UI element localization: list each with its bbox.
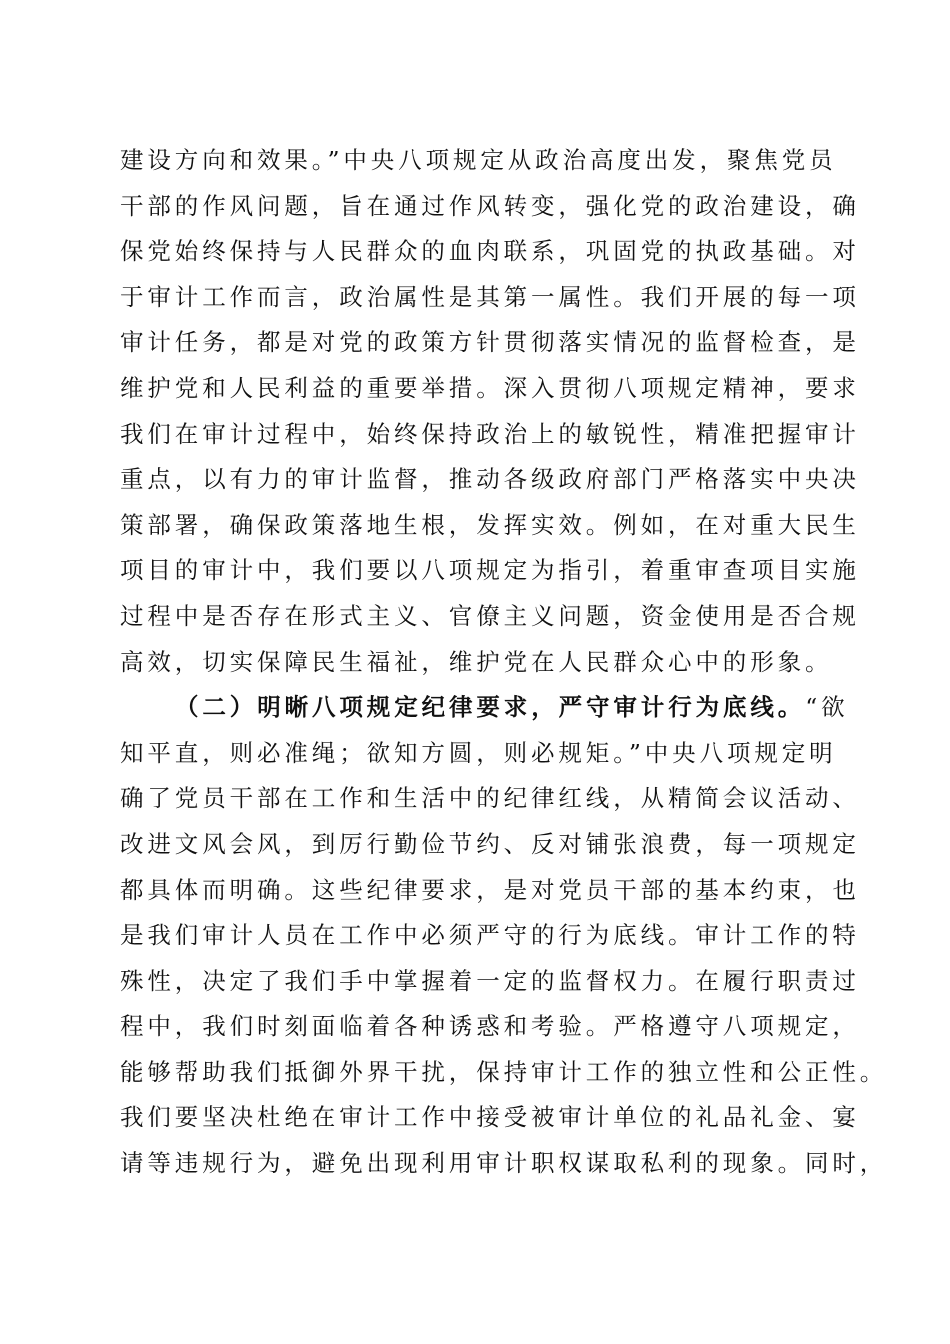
text-line: 策部署，确保政策落地生根，发挥实效。例如，在对重大民生	[120, 510, 860, 539]
text-line: 确了党员干部在工作和生活中的纪律红线，从精简会议活动、	[120, 784, 860, 813]
text-line: 于审计工作而言，政治属性是其第一属性。我们开展的每一项	[120, 282, 860, 311]
text-line: 审计任务，都是对党的政策方针贯彻落实情况的监督检查，是	[120, 328, 860, 357]
text-line: 干部的作风问题，旨在通过作风转变，强化党的政治建设，确	[120, 191, 860, 220]
paragraph-2	[120, 685, 888, 1187]
text-line: 建设方向和效果。”中央八项规定从政治高度出发，聚焦党员	[120, 146, 837, 174]
text-line: 维护党和人民利益的重要举措。深入贯彻八项规定精神，要求	[120, 373, 860, 402]
text-line: 是我们审计人员在工作中必须严守的行为底线。审计工作的特	[120, 921, 860, 950]
paragraph-2-first-line	[120, 685, 849, 731]
text-line: 重点，以有力的审计监督，推动各级政府部门严格落实中央决	[120, 465, 860, 494]
text-line: 知平直，则必准绳；欲知方圆，则必规矩。”中央八项规定明	[120, 738, 837, 767]
text-line: 我们在审计过程中，始终保持政治上的敏锐性，精准把握审计	[120, 419, 860, 448]
text-line: 请等违规行为，避免出现利用审计职权谋取私利的现象。同时，	[120, 1149, 888, 1178]
text-line: 程中，我们时刻面临着各种诱惑和考验。严格遵守八项规定，	[120, 1012, 860, 1041]
text-line: 我们要坚决杜绝在审计工作中接受被审计单位的礼品礼金、宴	[120, 1103, 860, 1132]
text-line: 能够帮助我们抵御外界干扰，保持审计工作的独立性和公正性。	[120, 1057, 888, 1086]
text-line: 殊性，决定了我们手中掌握着一定的监督权力。在履行职责过	[120, 966, 860, 995]
text-line: 高效，切实保障民生福祉，维护党在人民群众心中的形象。	[120, 647, 833, 676]
text-line: 项目的审计中，我们要以八项规定为指引，着重审查项目实施	[120, 556, 860, 585]
text-line: 改进文风会风，到厉行勤俭节约、反对铺张浪费，每一项规定	[120, 829, 860, 858]
text-run: “欲	[805, 693, 849, 722]
text-line: 保党始终保持与人民群众的血肉联系，巩固党的执政基础。对	[120, 237, 860, 266]
paragraph-1	[120, 138, 860, 685]
document-body	[120, 138, 888, 1187]
section-heading: （二）明晰八项规定纪律要求，严守审计行为底线。	[175, 693, 806, 722]
text-line: 都具体而明确。这些纪律要求，是对党员干部的基本约束，也	[120, 875, 860, 904]
text-line: 过程中是否存在形式主义、官僚主义问题，资金使用是否合规	[120, 601, 860, 630]
